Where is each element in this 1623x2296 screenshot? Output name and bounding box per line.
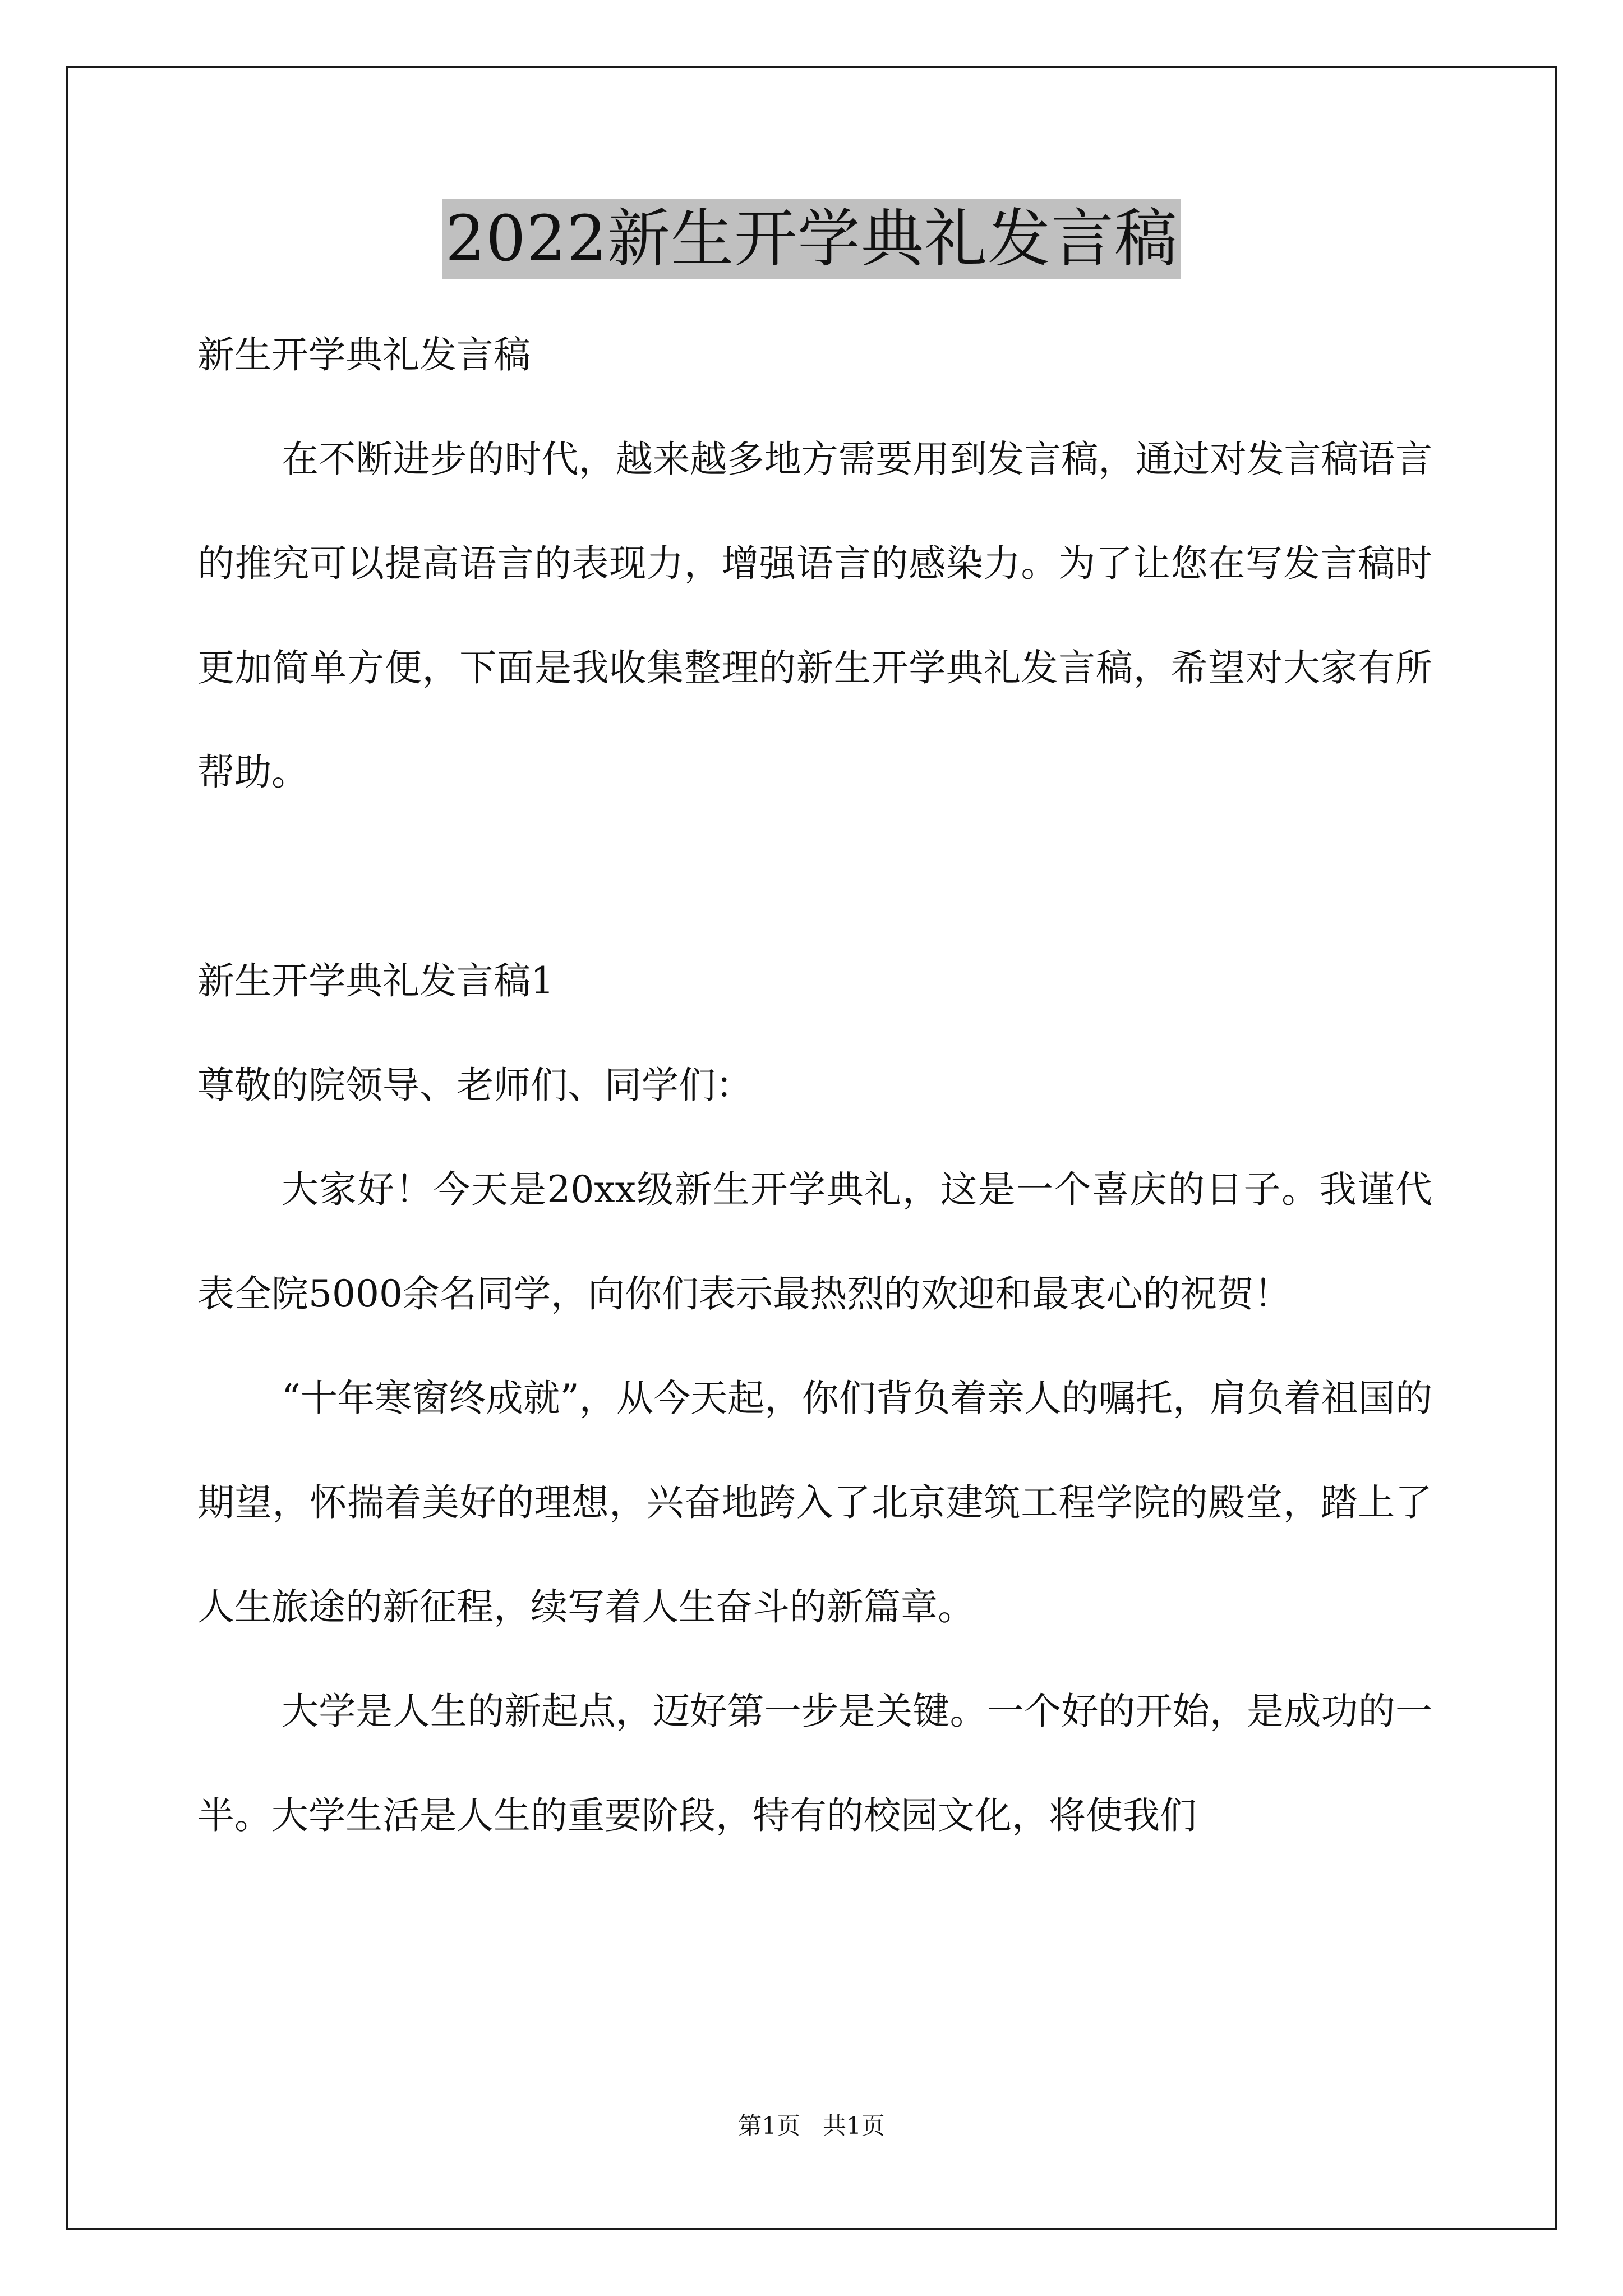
document-body [197,303,1432,1868]
section-heading: 新生开学典礼发言稿1 [197,959,554,1002]
intro-paragraph: 在不断进步的时代，越来越多地方需要用到发言稿，通过对发言稿语言的推究可以提高语言的表现力，增强语言的感染力。为了让您在写发言稿时更加简单方便，下面是我收集整理的新生开学典礼发言稿，希望对大家有所帮助。 [197,438,1432,794]
page-footer [0,2110,1623,2142]
page-number-current: 第1页 [738,2112,800,2139]
page-number-total: 共1页 [823,2112,885,2139]
intro-heading: 新生开学典礼发言稿 [197,333,531,376]
salutation: 尊敬的院领导、老师们、同学们： [197,1064,753,1107]
title-wrapper [0,199,1623,279]
body-paragraph-1: 大家好！今天是20xx级新生开学典礼，这是一个喜庆的日子。我谨代表全院5000余名同学，向你们表示最热烈的欢迎和最衷心的祝贺！ [197,1168,1432,1315]
document-title: 2022新生开学典礼发言稿 [442,199,1181,279]
body-paragraph-3: 大学是人生的新起点，迈好第一步是关键。一个好的开始，是成功的一半。大学生活是人生的重要阶段，特有的校园文化，将使我们 [197,1690,1432,1837]
body-paragraph-2: “十年寒窗终成就”，从今天起，你们背负着亲人的嘱托，肩负着祖国的期望，怀揣着美好的理想，兴奋地跨入了北京建筑工程学院的殿堂，踏上了人生旅途的新征程，续写着人生奋斗的新篇章。 [197,1377,1432,1628]
